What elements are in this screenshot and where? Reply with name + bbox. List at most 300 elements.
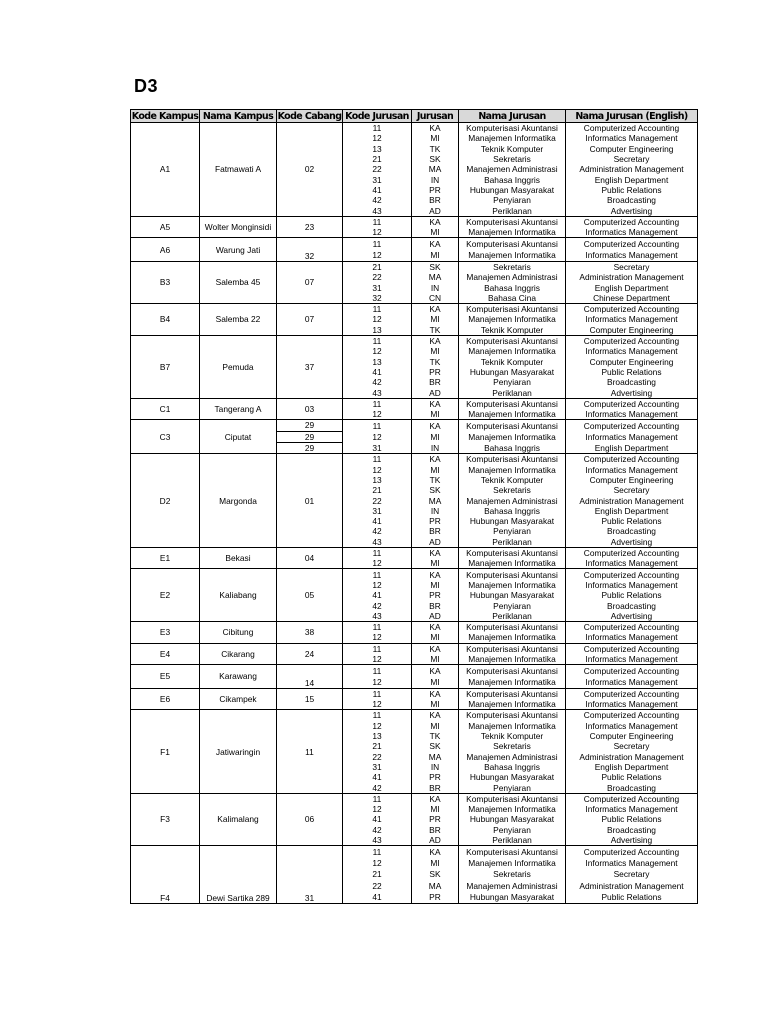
major-code-cell: 12 (343, 858, 412, 869)
major-abbrev-cell: PR (412, 814, 459, 824)
major-name-cell: Bahasa Inggris (459, 442, 566, 453)
major-abbrev-cell: MA (412, 164, 459, 174)
major-abbrev-cell: KA (412, 665, 459, 677)
major-abbrev-cell: KA (412, 238, 459, 250)
major-abbrev-cell: KA (412, 123, 459, 134)
major-abbrev-cell: MI (412, 465, 459, 475)
major-code-cell: 22 (343, 752, 412, 762)
major-name-cell: Teknik Komputer (459, 475, 566, 485)
major-code-cell: 13 (343, 357, 412, 367)
major-name-cell: Penyiaran (459, 195, 566, 205)
major-abbrev-cell: AD (412, 835, 459, 846)
major-abbrev-cell: TK (412, 731, 459, 741)
major-name-cell: Manajemen Informatika (459, 580, 566, 590)
major-name-english-cell: Secretary (566, 485, 698, 495)
major-code-cell: 43 (343, 387, 412, 398)
major-abbrev-cell: IN (412, 442, 459, 453)
major-code-cell: 11 (343, 335, 412, 346)
major-name-english-cell: Advertising (566, 537, 698, 548)
major-name-english-cell: Computerized Accounting (566, 569, 698, 580)
major-name-cell: Komputerisasi Akuntansi (459, 793, 566, 804)
major-name-english-cell: Informatics Management (566, 133, 698, 143)
campus-program-table (130, 109, 698, 904)
major-name-cell: Hubungan Masyarakat (459, 590, 566, 600)
major-name-english-cell: Informatics Management (566, 250, 698, 262)
major-name-cell: Manajemen Informatika (459, 227, 566, 238)
branch-code-cell-text: 31 (304, 892, 315, 903)
major-name-cell: Komputerisasi Akuntansi (459, 123, 566, 134)
major-name-cell: Komputerisasi Akuntansi (459, 710, 566, 721)
major-abbrev-cell: MA (412, 272, 459, 282)
major-name-cell: Manajemen Administrasi (459, 272, 566, 282)
branch-code-cell: 04 (277, 547, 343, 569)
major-name-english-cell: Computerized Accounting (566, 793, 698, 804)
major-code-cell: 11 (343, 793, 412, 804)
major-name-cell: Bahasa Inggris (459, 174, 566, 184)
major-abbrev-cell: MI (412, 580, 459, 590)
major-code-cell: 22 (343, 880, 412, 891)
major-name-english-cell: Informatics Management (566, 227, 698, 238)
major-code-cell: 12 (343, 699, 412, 710)
major-code-cell: 12 (343, 431, 412, 442)
major-name-english-cell: Informatics Management (566, 558, 698, 569)
major-name-english-cell: Chinese Department (566, 293, 698, 304)
major-name-english-cell: Public Relations (566, 516, 698, 526)
major-name-cell: Manajemen Informatika (459, 346, 566, 356)
major-abbrev-cell: BR (412, 825, 459, 835)
branch-code-cell: 15 (277, 688, 343, 710)
table-row (131, 710, 698, 721)
campus-code-cell: F1 (131, 710, 200, 793)
major-abbrev-cell: KA (412, 454, 459, 465)
campus-code-cell: E5 (131, 665, 200, 689)
major-name-cell: Komputerisasi Akuntansi (459, 688, 566, 699)
major-code-cell: 11 (343, 420, 412, 431)
major-abbrev-cell: KA (412, 335, 459, 346)
major-code-cell: 21 (343, 154, 412, 164)
major-name-english-cell: Broadcasting (566, 825, 698, 835)
major-abbrev-cell: MI (412, 721, 459, 731)
major-code-cell: 31 (343, 442, 412, 453)
major-name-english-cell: Public Relations (566, 891, 698, 903)
branch-code-cell: 37 (277, 335, 343, 398)
major-abbrev-cell: TK (412, 325, 459, 336)
major-code-cell: 21 (343, 261, 412, 272)
major-abbrev-cell: PR (412, 891, 459, 903)
major-name-english-cell: Broadcasting (566, 526, 698, 536)
major-abbrev-cell: MA (412, 495, 459, 505)
major-abbrev-cell: MI (412, 227, 459, 238)
major-name-cell: Penyiaran (459, 377, 566, 387)
major-code-cell: 42 (343, 195, 412, 205)
campus-code-cell: B3 (131, 261, 200, 303)
major-name-cell: Manajemen Informatika (459, 409, 566, 420)
major-abbrev-cell: MA (412, 880, 459, 891)
major-name-english-cell: Informatics Management (566, 580, 698, 590)
major-name-cell: Manajemen Administrasi (459, 495, 566, 505)
major-code-cell: 41 (343, 590, 412, 600)
campus-name-cell: Bekasi (200, 547, 277, 569)
major-code-cell: 11 (343, 547, 412, 558)
major-name-cell: Sekretaris (459, 485, 566, 495)
campus-code-cell (131, 846, 200, 904)
major-abbrev-cell: TK (412, 357, 459, 367)
major-name-cell: Periklanan (459, 835, 566, 846)
major-abbrev-cell: IN (412, 174, 459, 184)
major-name-english-cell: Computerized Accounting (566, 665, 698, 677)
major-code-cell: 41 (343, 367, 412, 377)
major-code-cell: 11 (343, 688, 412, 699)
major-name-cell: Manajemen Informatika (459, 654, 566, 665)
campus-name-cell: Wolter Monginsidi (200, 216, 277, 238)
table-row (131, 216, 698, 227)
branch-code-cell (277, 846, 343, 904)
major-code-cell: 11 (343, 238, 412, 250)
branch-code-cell (277, 238, 343, 262)
major-abbrev-cell: AD (412, 205, 459, 216)
major-code-cell: 31 (343, 282, 412, 292)
major-abbrev-cell: AD (412, 387, 459, 398)
major-abbrev-cell: TK (412, 144, 459, 154)
major-name-english-cell: Computerized Accounting (566, 846, 698, 858)
major-name-english-cell: Administration Management (566, 495, 698, 505)
major-name-english-cell: Advertising (566, 205, 698, 216)
major-name-english-cell: Computerized Accounting (566, 398, 698, 409)
branch-code-cell: 02 (277, 123, 343, 217)
campus-name-cell-text: Dewi Sartika 289 (206, 892, 270, 903)
major-name-cell: Bahasa Cina (459, 293, 566, 304)
major-name-english-cell: Computer Engineering (566, 357, 698, 367)
major-code-cell: 12 (343, 409, 412, 420)
major-name-cell: Hubungan Masyarakat (459, 772, 566, 782)
campus-name-cell: Pemuda (200, 335, 277, 398)
major-name-cell: Teknik Komputer (459, 357, 566, 367)
major-code-cell: 11 (343, 621, 412, 632)
major-name-cell: Manajemen Informatika (459, 250, 566, 262)
major-name-cell: Penyiaran (459, 600, 566, 610)
major-name-cell: Komputerisasi Akuntansi (459, 238, 566, 250)
major-name-cell: Teknik Komputer (459, 325, 566, 336)
col-header-jurusan: Jurusan (412, 110, 459, 123)
major-name-cell: Periklanan (459, 537, 566, 548)
campus-code-cell: E6 (131, 688, 200, 710)
branch-code-cell: 11 (277, 710, 343, 793)
major-abbrev-cell: KA (412, 420, 459, 431)
major-abbrev-cell: PR (412, 590, 459, 600)
branch-code-cell: 38 (277, 621, 343, 643)
campus-name-cell: Karawang (200, 665, 277, 689)
major-code-cell: 22 (343, 164, 412, 174)
major-name-english-cell: Broadcasting (566, 195, 698, 205)
major-abbrev-cell: SK (412, 154, 459, 164)
major-name-english-cell: Informatics Management (566, 699, 698, 710)
major-name-english-cell: Computerized Accounting (566, 710, 698, 721)
major-name-english-cell: Informatics Management (566, 465, 698, 475)
major-code-cell: 41 (343, 891, 412, 903)
major-code-cell: 12 (343, 250, 412, 262)
major-name-english-cell: Computerized Accounting (566, 643, 698, 654)
major-code-cell: 31 (343, 174, 412, 184)
major-code-cell: 11 (343, 454, 412, 465)
campus-name-cell: Kaliabang (200, 569, 277, 621)
major-abbrev-cell: MI (412, 654, 459, 665)
major-name-english-cell: Computerized Accounting (566, 688, 698, 699)
branch-code-cell: 07 (277, 304, 343, 336)
branch-code-cell: 23 (277, 216, 343, 238)
major-name-english-cell: Secretary (566, 261, 698, 272)
major-name-english-cell: Computer Engineering (566, 731, 698, 741)
major-name-english-cell: English Department (566, 282, 698, 292)
major-name-cell: Komputerisasi Akuntansi (459, 665, 566, 677)
page-title: D3 (134, 76, 159, 96)
major-code-cell: 12 (343, 580, 412, 590)
major-name-cell: Manajemen Informatika (459, 558, 566, 569)
major-abbrev-cell: IN (412, 506, 459, 516)
major-code-cell: 11 (343, 123, 412, 134)
major-abbrev-cell: MA (412, 752, 459, 762)
major-name-english-cell: Computerized Accounting (566, 547, 698, 558)
major-name-english-cell: Computer Engineering (566, 325, 698, 336)
campus-name-cell: Salemba 22 (200, 304, 277, 336)
col-header-kode-cabang: Kode Cabang (277, 110, 342, 122)
table-row (131, 420, 698, 431)
major-abbrev-cell: BR (412, 600, 459, 610)
major-name-english-cell: Informatics Management (566, 632, 698, 643)
major-name-english-cell: Public Relations (566, 772, 698, 782)
major-abbrev-cell: BR (412, 526, 459, 536)
major-code-cell: 43 (343, 537, 412, 548)
major-code-cell: 42 (343, 526, 412, 536)
major-code-cell: 12 (343, 721, 412, 731)
major-code-cell: 12 (343, 227, 412, 238)
campus-code-cell: B7 (131, 335, 200, 398)
major-name-english-cell: Informatics Management (566, 409, 698, 420)
major-name-cell: Komputerisasi Akuntansi (459, 304, 566, 315)
major-name-cell: Manajemen Informatika (459, 465, 566, 475)
major-abbrev-cell: PR (412, 516, 459, 526)
major-name-cell: Hubungan Masyarakat (459, 516, 566, 526)
major-name-cell: Bahasa Inggris (459, 506, 566, 516)
campus-name-cell (200, 846, 277, 904)
major-name-english-cell: English Department (566, 506, 698, 516)
major-code-cell: 12 (343, 654, 412, 665)
major-abbrev-cell: MI (412, 250, 459, 262)
campus-code-cell-text: F4 (160, 892, 170, 903)
major-name-english-cell: Computer Engineering (566, 475, 698, 485)
major-name-english-cell: English Department (566, 762, 698, 772)
major-name-english-cell: Computerized Accounting (566, 420, 698, 431)
campus-name-cell: Jatiwaringin (200, 710, 277, 793)
major-name-english-cell: Informatics Management (566, 346, 698, 356)
campus-name-cell: Margonda (200, 454, 277, 548)
major-code-cell: 42 (343, 782, 412, 793)
major-name-cell: Penyiaran (459, 825, 566, 835)
campus-name-cell: Fatmawati A (200, 123, 277, 217)
campus-code-cell: C1 (131, 398, 200, 420)
campus-name-cell: Cibitung (200, 621, 277, 643)
table-row (131, 643, 698, 654)
major-name-english-cell: Broadcasting (566, 782, 698, 793)
campus-name-cell: Salemba 45 (200, 261, 277, 303)
major-code-cell: 12 (343, 676, 412, 688)
table-row (131, 793, 698, 804)
major-code-cell: 11 (343, 304, 412, 315)
campus-name-cell: Cikarang (200, 643, 277, 665)
branch-code-cell: 24 (277, 643, 343, 665)
major-name-cell: Manajemen Administrasi (459, 752, 566, 762)
major-name-english-cell: English Department (566, 174, 698, 184)
major-abbrev-cell: KA (412, 710, 459, 721)
major-code-cell: 43 (343, 205, 412, 216)
major-name-english-cell: Informatics Management (566, 804, 698, 814)
major-abbrev-cell: SK (412, 741, 459, 751)
major-code-cell: 12 (343, 346, 412, 356)
major-name-english-cell: Computerized Accounting (566, 454, 698, 465)
major-name-english-cell: Computerized Accounting (566, 238, 698, 250)
major-abbrev-cell: MI (412, 804, 459, 814)
major-name-english-cell: Advertising (566, 835, 698, 846)
major-name-cell: Teknik Komputer (459, 731, 566, 741)
major-name-cell: Manajemen Informatika (459, 858, 566, 869)
major-abbrev-cell: AD (412, 611, 459, 622)
major-name-cell: Manajemen Administrasi (459, 880, 566, 891)
major-code-cell: 41 (343, 185, 412, 195)
major-code-cell: 12 (343, 133, 412, 143)
branch-code-cell: 06 (277, 793, 343, 845)
major-name-english-cell: Computerized Accounting (566, 216, 698, 227)
major-abbrev-cell: MI (412, 133, 459, 143)
major-code-cell: 12 (343, 632, 412, 643)
major-abbrev-cell: PR (412, 367, 459, 377)
major-name-cell: Komputerisasi Akuntansi (459, 569, 566, 580)
campus-name-cell: Ciputat (200, 420, 277, 454)
col-header-kode-kampus: Kode Kampus (131, 110, 199, 122)
major-name-cell: Manajemen Administrasi (459, 164, 566, 174)
campus-code-cell: A6 (131, 238, 200, 262)
major-abbrev-cell: SK (412, 261, 459, 272)
major-abbrev-cell: TK (412, 475, 459, 485)
major-code-cell: 13 (343, 325, 412, 336)
campus-name-cell: Kalimalang (200, 793, 277, 845)
major-name-cell: Sekretaris (459, 869, 566, 880)
major-name-cell: Bahasa Inggris (459, 282, 566, 292)
table-row (131, 665, 698, 677)
branch-code-cell: 29 (277, 420, 343, 431)
major-name-cell: Sekretaris (459, 741, 566, 751)
major-name-english-cell: Secretary (566, 869, 698, 880)
major-abbrev-cell: KA (412, 398, 459, 409)
major-name-cell: Manajemen Informatika (459, 314, 566, 324)
major-name-cell: Sekretaris (459, 261, 566, 272)
col-header-nama-kampus: Nama Kampus (200, 110, 277, 123)
major-name-english-cell: Secretary (566, 154, 698, 164)
major-abbrev-cell: KA (412, 569, 459, 580)
major-code-cell: 12 (343, 558, 412, 569)
major-name-cell: Manajemen Informatika (459, 676, 566, 688)
major-code-cell: 11 (343, 665, 412, 677)
major-code-cell: 21 (343, 869, 412, 880)
major-code-cell: 11 (343, 710, 412, 721)
major-name-english-cell: English Department (566, 442, 698, 453)
major-name-english-cell: Public Relations (566, 185, 698, 195)
major-code-cell: 11 (343, 216, 412, 227)
campus-code-cell: B4 (131, 304, 200, 336)
major-name-english-cell: Administration Management (566, 752, 698, 762)
table-row (131, 454, 698, 465)
major-name-english-cell: Computerized Accounting (566, 621, 698, 632)
major-name-cell: Teknik Komputer (459, 144, 566, 154)
major-name-cell: Komputerisasi Akuntansi (459, 335, 566, 346)
major-name-cell: Sekretaris (459, 154, 566, 164)
major-code-cell: 11 (343, 846, 412, 858)
table-row (131, 688, 698, 699)
campus-code-cell: F3 (131, 793, 200, 845)
major-name-cell: Bahasa Inggris (459, 762, 566, 772)
major-code-cell: 43 (343, 611, 412, 622)
major-name-cell: Komputerisasi Akuntansi (459, 846, 566, 858)
major-name-cell: Komputerisasi Akuntansi (459, 643, 566, 654)
major-name-cell: Periklanan (459, 205, 566, 216)
major-name-cell: Manajemen Informatika (459, 721, 566, 731)
major-code-cell: 42 (343, 377, 412, 387)
major-name-cell: Hubungan Masyarakat (459, 814, 566, 824)
major-code-cell: 13 (343, 475, 412, 485)
major-code-cell: 12 (343, 465, 412, 475)
major-abbrev-cell: CN (412, 293, 459, 304)
major-abbrev-cell: KA (412, 643, 459, 654)
major-name-english-cell: Advertising (566, 387, 698, 398)
campus-name-cell: Tangerang A (200, 398, 277, 420)
major-abbrev-cell: KA (412, 216, 459, 227)
table-row (131, 547, 698, 558)
major-abbrev-cell: BR (412, 782, 459, 793)
major-name-cell: Hubungan Masyarakat (459, 367, 566, 377)
table-row (131, 335, 698, 346)
major-code-cell: 42 (343, 825, 412, 835)
major-code-cell: 21 (343, 741, 412, 751)
major-abbrev-cell: KA (412, 547, 459, 558)
major-code-cell: 41 (343, 814, 412, 824)
major-name-english-cell: Informatics Management (566, 721, 698, 731)
campus-code-cell: E2 (131, 569, 200, 621)
major-abbrev-cell: BR (412, 377, 459, 387)
campus-code-cell: A5 (131, 216, 200, 238)
major-abbrev-cell: KA (412, 846, 459, 858)
table-header-row (131, 110, 698, 123)
major-code-cell: 31 (343, 762, 412, 772)
campus-code-cell: E4 (131, 643, 200, 665)
major-name-english-cell: Informatics Management (566, 676, 698, 688)
major-name-english-cell: Broadcasting (566, 377, 698, 387)
table-row (131, 398, 698, 409)
major-name-english-cell: Broadcasting (566, 600, 698, 610)
table-row (131, 846, 698, 858)
major-code-cell: 22 (343, 495, 412, 505)
branch-code-cell-text: 32 (304, 250, 315, 261)
campus-code-cell: E3 (131, 621, 200, 643)
major-code-cell: 11 (343, 569, 412, 580)
major-code-cell: 31 (343, 506, 412, 516)
major-name-cell: Komputerisasi Akuntansi (459, 547, 566, 558)
major-abbrev-cell: MI (412, 632, 459, 643)
branch-code-cell: 07 (277, 261, 343, 303)
major-name-cell: Manajemen Informatika (459, 632, 566, 643)
major-code-cell: 41 (343, 772, 412, 782)
major-abbrev-cell: KA (412, 793, 459, 804)
major-name-cell: Komputerisasi Akuntansi (459, 398, 566, 409)
major-name-cell: Komputerisasi Akuntansi (459, 621, 566, 632)
major-name-english-cell: Computer Engineering (566, 144, 698, 154)
